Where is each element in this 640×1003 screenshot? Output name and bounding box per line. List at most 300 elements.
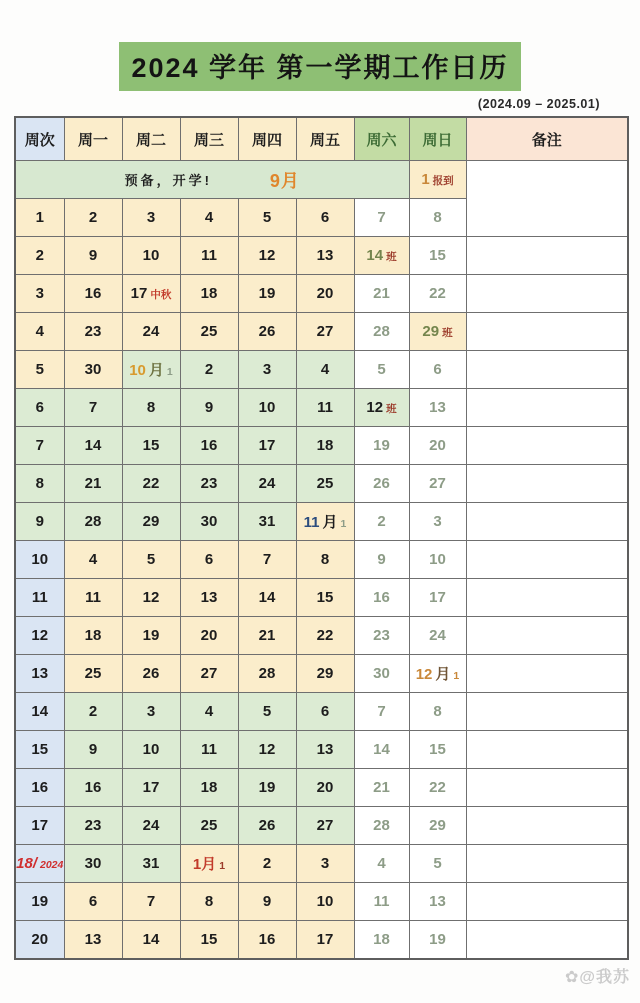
- cell-text: 22: [142, 475, 160, 492]
- day-cell: [180, 579, 238, 617]
- cell-text: 22: [316, 627, 334, 644]
- cell-text: 30: [200, 513, 218, 530]
- header-cell-wed: 周三: [180, 117, 238, 161]
- cell-text: 14: [258, 589, 276, 606]
- day-cell: [238, 199, 296, 237]
- cell-text: 31: [258, 513, 276, 530]
- cell-text: 10: [258, 399, 276, 416]
- week-number-cell: [15, 769, 64, 807]
- date-range: (2024.09 – 2025.01): [477, 97, 600, 111]
- note-cell: [466, 351, 628, 389]
- cell-text: 14: [366, 247, 384, 264]
- cell-text: 2: [88, 703, 98, 720]
- cell-text: 14: [373, 741, 390, 758]
- watermark: [565, 964, 630, 987]
- calendar-table: [14, 116, 629, 960]
- note-cell: [466, 275, 628, 313]
- cell-text: 20: [429, 437, 446, 454]
- cell-text: 2024: [40, 859, 64, 871]
- cell-text: 8: [320, 551, 330, 568]
- day-cell: [238, 693, 296, 731]
- day-cell: [238, 503, 296, 541]
- week-number-cell: [15, 199, 64, 237]
- day-cell: [180, 351, 238, 389]
- cell-text: 17: [429, 589, 446, 606]
- day-cell: [296, 883, 354, 921]
- day-cell: [122, 199, 180, 237]
- day-cell: [180, 807, 238, 845]
- week-row-10: [15, 541, 628, 579]
- cell-text: 13: [429, 399, 446, 416]
- day-cell: [180, 883, 238, 921]
- cell-text: 10: [142, 247, 160, 264]
- cell-text: 9: [35, 513, 44, 530]
- cell-text: 2: [204, 361, 214, 378]
- cell-text: 12: [142, 589, 160, 606]
- day-cell: [64, 313, 122, 351]
- cell-text: 23: [200, 475, 218, 492]
- cell-text: 3: [320, 855, 330, 872]
- cell-text: 30: [84, 855, 102, 872]
- day-cell: [238, 731, 296, 769]
- day-cell: [180, 427, 238, 465]
- day-cell: [296, 503, 354, 541]
- cell-text: 7: [88, 399, 98, 416]
- month-note: 预备，开学!: [124, 173, 212, 188]
- day-cell: [64, 807, 122, 845]
- cell-text: 15: [316, 589, 334, 606]
- cell-text: 13: [31, 665, 49, 682]
- day-cell: [238, 769, 296, 807]
- cell-text: 28: [84, 513, 102, 530]
- cell-text: 1: [219, 860, 226, 872]
- cell-text: 班: [386, 251, 397, 263]
- cell-text: 5: [433, 855, 442, 872]
- cell-text: 16: [84, 779, 102, 796]
- day-cell: [180, 237, 238, 275]
- week-number-cell: [15, 351, 64, 389]
- cell-text: 5: [35, 361, 44, 378]
- day-cell: [409, 199, 466, 237]
- day-cell: [180, 503, 238, 541]
- cell-text: 19: [429, 931, 446, 948]
- week-row-12: [15, 617, 628, 655]
- day-cell: [64, 769, 122, 807]
- day-cell: [296, 389, 354, 427]
- week-number-cell: [15, 655, 64, 693]
- cell-text: 24: [258, 475, 276, 492]
- note-cell: [466, 845, 628, 883]
- cell-text: 15: [429, 247, 446, 264]
- day-cell: [64, 427, 122, 465]
- cell-text: 24: [429, 627, 446, 644]
- calendar-body: [15, 161, 628, 960]
- note-cell: [466, 427, 628, 465]
- cell-text: 17: [130, 285, 148, 302]
- cell-text: 26: [373, 475, 390, 492]
- day-cell: [122, 921, 180, 960]
- cell-text: 12: [258, 247, 276, 264]
- cell-text: 6: [204, 551, 214, 568]
- cell-text: 17: [31, 817, 49, 834]
- day-cell: [122, 503, 180, 541]
- cell-text: 14: [31, 703, 49, 720]
- day-cell: [180, 465, 238, 503]
- day-cell: [354, 237, 409, 275]
- day-cell: [180, 275, 238, 313]
- cell-text: 6: [320, 209, 330, 226]
- cell-text: 报到: [432, 175, 454, 187]
- day-cell: [64, 275, 122, 313]
- cell-text: 9: [262, 893, 272, 910]
- day-cell: [409, 921, 466, 960]
- cell-text: 18: [200, 779, 218, 796]
- day-cell: [180, 541, 238, 579]
- cell-text: 17: [142, 779, 160, 796]
- day-cell: [64, 237, 122, 275]
- week-row-7: [15, 427, 628, 465]
- day-cell: [354, 617, 409, 655]
- month-name: 9月: [269, 170, 300, 191]
- week-row-19: [15, 883, 628, 921]
- cell-text: 11: [303, 514, 320, 531]
- header-cell-notes: 备注: [466, 117, 628, 161]
- day-cell: [409, 617, 466, 655]
- day-cell: [354, 351, 409, 389]
- header-cell-sun: 周日: [409, 117, 466, 161]
- day-cell: [354, 427, 409, 465]
- day-cell: [238, 617, 296, 655]
- cell-text: 7: [146, 893, 156, 910]
- cell-text: 班: [442, 327, 453, 339]
- cell-text: 28: [373, 323, 390, 340]
- day-cell: [180, 731, 238, 769]
- cell-text: 25: [200, 323, 218, 340]
- week-number-cell: [15, 313, 64, 351]
- note-cell: [466, 161, 628, 237]
- day-cell: [238, 579, 296, 617]
- week-number-cell: [15, 617, 64, 655]
- day-cell: [180, 921, 238, 960]
- day-cell: [354, 921, 409, 960]
- day-cell: [238, 655, 296, 693]
- day-cell-report: [409, 161, 466, 199]
- cell-text: 23: [84, 817, 102, 834]
- day-cell: [180, 845, 238, 883]
- day-cell: [64, 655, 122, 693]
- day-cell: [296, 199, 354, 237]
- cell-text: 20: [31, 931, 49, 948]
- note-cell: [466, 465, 628, 503]
- week-number-cell: [15, 845, 64, 883]
- day-cell: [296, 769, 354, 807]
- day-cell: [296, 845, 354, 883]
- cell-text: 29: [422, 323, 440, 340]
- day-cell: [122, 845, 180, 883]
- cell-text: 6: [88, 893, 98, 910]
- cell-text: 21: [258, 627, 276, 644]
- cell-text: 29: [316, 665, 334, 682]
- day-cell: [409, 275, 466, 313]
- day-cell: [354, 503, 409, 541]
- cell-text: 11: [201, 247, 217, 264]
- note-cell: [466, 313, 628, 351]
- day-cell: [354, 541, 409, 579]
- day-cell: [409, 883, 466, 921]
- page-title: 2024 学年 第一学期工作日历: [119, 42, 520, 91]
- cell-text: 17: [258, 437, 276, 454]
- cell-text: 5: [262, 209, 272, 226]
- day-cell: [122, 579, 180, 617]
- day-cell: [238, 275, 296, 313]
- cell-text: 3: [35, 285, 44, 302]
- page-header: [0, 42, 640, 91]
- day-cell: [180, 313, 238, 351]
- day-cell: [296, 237, 354, 275]
- cell-text: 18/: [16, 855, 37, 872]
- day-cell: [238, 807, 296, 845]
- cell-text: 2: [377, 513, 386, 530]
- cell-text: 13: [316, 741, 334, 758]
- cell-text: 月: [435, 666, 451, 683]
- cell-text: 16: [258, 931, 276, 948]
- cell-text: 4: [88, 551, 98, 568]
- day-cell: [238, 845, 296, 883]
- day-cell: [238, 427, 296, 465]
- cell-text: 31: [142, 855, 160, 872]
- day-cell: [409, 313, 466, 351]
- cell-text: 4: [377, 855, 386, 872]
- week-number-cell: [15, 237, 64, 275]
- week-number-cell: [15, 503, 64, 541]
- day-cell: [64, 503, 122, 541]
- cell-text: 12: [415, 666, 433, 683]
- day-cell: [180, 769, 238, 807]
- day-cell: [64, 731, 122, 769]
- day-cell: [238, 883, 296, 921]
- week-row-20: [15, 921, 628, 960]
- day-cell: [122, 389, 180, 427]
- cell-text: 1: [340, 518, 347, 530]
- note-cell: [466, 731, 628, 769]
- cell-text: 3: [146, 209, 156, 226]
- day-cell: [409, 769, 466, 807]
- day-cell: [64, 389, 122, 427]
- day-cell: [354, 313, 409, 351]
- day-cell: [180, 693, 238, 731]
- cell-text: 6: [320, 703, 330, 720]
- cell-text: 25: [316, 475, 334, 492]
- week-number-cell: [15, 731, 64, 769]
- cell-text: 8: [433, 209, 442, 226]
- cell-text: 28: [258, 665, 276, 682]
- week-number-cell: [15, 921, 64, 960]
- day-cell: [122, 807, 180, 845]
- week-row-14: [15, 693, 628, 731]
- day-cell: [409, 579, 466, 617]
- note-cell: [466, 237, 628, 275]
- day-cell: [64, 921, 122, 960]
- note-cell: [466, 503, 628, 541]
- day-cell: [180, 389, 238, 427]
- cell-text: 11: [373, 893, 390, 910]
- day-cell: [354, 579, 409, 617]
- week-row-9: [15, 503, 628, 541]
- day-cell: [64, 199, 122, 237]
- cell-text: 10: [129, 362, 146, 379]
- day-cell: [122, 693, 180, 731]
- cell-text: 19: [373, 437, 390, 454]
- cell-text: 6: [35, 399, 44, 416]
- day-cell: [409, 845, 466, 883]
- day-cell: [296, 807, 354, 845]
- note-cell: [466, 807, 628, 845]
- day-cell: [64, 541, 122, 579]
- cell-text: 9: [88, 741, 98, 758]
- cell-text: 18: [84, 627, 102, 644]
- cell-text: 3: [146, 703, 156, 720]
- header-cell-tue: 周二: [122, 117, 180, 161]
- cell-text: 11: [317, 399, 333, 416]
- cell-text: 班: [386, 403, 397, 415]
- cell-text: 13: [429, 893, 446, 910]
- cell-text: 24: [142, 323, 160, 340]
- day-cell: [238, 313, 296, 351]
- week-row-18: [15, 845, 628, 883]
- cell-text: 8: [204, 893, 214, 910]
- cell-text: 20: [316, 285, 334, 302]
- note-cell: [466, 921, 628, 960]
- day-cell: [409, 237, 466, 275]
- day-cell: [354, 199, 409, 237]
- day-cell: [409, 351, 466, 389]
- cell-text: 23: [84, 323, 102, 340]
- cell-text: 18: [316, 437, 334, 454]
- cell-text: 10: [31, 551, 49, 568]
- cell-text: 19: [31, 893, 49, 910]
- note-cell: [466, 389, 628, 427]
- day-cell: [64, 617, 122, 655]
- cell-text: 23: [373, 627, 390, 644]
- cell-text: 12: [366, 399, 384, 416]
- cell-text: 22: [429, 285, 446, 302]
- cell-text: 11: [85, 589, 101, 606]
- cell-text: 6: [433, 361, 442, 378]
- cell-text: 27: [429, 475, 446, 492]
- day-cell: [354, 655, 409, 693]
- cell-text: 4: [204, 703, 214, 720]
- cell-text: 13: [200, 589, 218, 606]
- day-cell: [354, 845, 409, 883]
- day-cell: [409, 541, 466, 579]
- cell-text: 25: [200, 817, 218, 834]
- cell-text: 11: [31, 589, 48, 606]
- day-cell: [409, 693, 466, 731]
- cell-text: 1: [453, 670, 460, 682]
- day-cell: [296, 427, 354, 465]
- day-cell: [354, 275, 409, 313]
- cell-text: 5: [377, 361, 386, 378]
- week-number-cell: [15, 579, 64, 617]
- cell-text: 30: [373, 665, 390, 682]
- cell-text: 1: [35, 209, 44, 226]
- week-row-11: [15, 579, 628, 617]
- day-cell: [238, 541, 296, 579]
- week-row-5: [15, 351, 628, 389]
- header-cell-mon: 周一: [64, 117, 122, 161]
- week-row-17: [15, 807, 628, 845]
- cell-text: 13: [316, 247, 334, 264]
- cell-text: 8: [433, 703, 442, 720]
- cell-text: 8: [146, 399, 156, 416]
- day-cell: [122, 655, 180, 693]
- day-cell: [238, 921, 296, 960]
- cell-text: 14: [142, 931, 160, 948]
- week-number-cell: [15, 807, 64, 845]
- cell-text: 19: [258, 285, 276, 302]
- cell-text: 17: [316, 931, 334, 948]
- cell-text: 3: [262, 361, 272, 378]
- day-cell: [296, 465, 354, 503]
- cell-text: 20: [200, 627, 218, 644]
- day-cell: [354, 883, 409, 921]
- cell-text: 16: [84, 285, 102, 302]
- cell-text: 3: [433, 513, 442, 530]
- header-cell-thu: 周四: [238, 117, 296, 161]
- week-row-3: [15, 275, 628, 313]
- cell-text: 中秋: [150, 289, 172, 301]
- cell-text: 月: [322, 514, 338, 531]
- cell-text: 1: [166, 366, 173, 378]
- day-cell: [354, 807, 409, 845]
- day-cell: [122, 313, 180, 351]
- cell-text: 1: [421, 171, 430, 188]
- day-cell: [409, 427, 466, 465]
- cell-text: 9: [377, 551, 386, 568]
- note-cell: [466, 655, 628, 693]
- cell-text: 16: [31, 779, 49, 796]
- cell-text: 8: [35, 475, 44, 492]
- cell-text: 16: [373, 589, 390, 606]
- day-cell: [122, 427, 180, 465]
- cell-text: 29: [142, 513, 160, 530]
- week-number-cell: [15, 427, 64, 465]
- week-row-16: [15, 769, 628, 807]
- day-cell: [296, 351, 354, 389]
- day-cell: [180, 199, 238, 237]
- day-cell: [64, 351, 122, 389]
- cell-text: 22: [429, 779, 446, 796]
- header-row: [15, 117, 628, 161]
- cell-text: 18: [200, 285, 218, 302]
- day-cell: [354, 731, 409, 769]
- header-cell-fri: 周五: [296, 117, 354, 161]
- cell-text: 30: [84, 361, 102, 378]
- cell-text: 2: [262, 855, 272, 872]
- cell-text: 27: [316, 817, 334, 834]
- day-cell: [296, 921, 354, 960]
- day-cell: [238, 389, 296, 427]
- cell-text: 28: [373, 817, 390, 834]
- day-cell: [122, 541, 180, 579]
- logo-icon: ✿: [564, 969, 580, 986]
- cell-text: 5: [262, 703, 272, 720]
- day-cell: [409, 503, 466, 541]
- cell-text: 9: [204, 399, 214, 416]
- day-cell: [354, 389, 409, 427]
- cell-text: 12: [31, 627, 49, 644]
- day-cell: [354, 769, 409, 807]
